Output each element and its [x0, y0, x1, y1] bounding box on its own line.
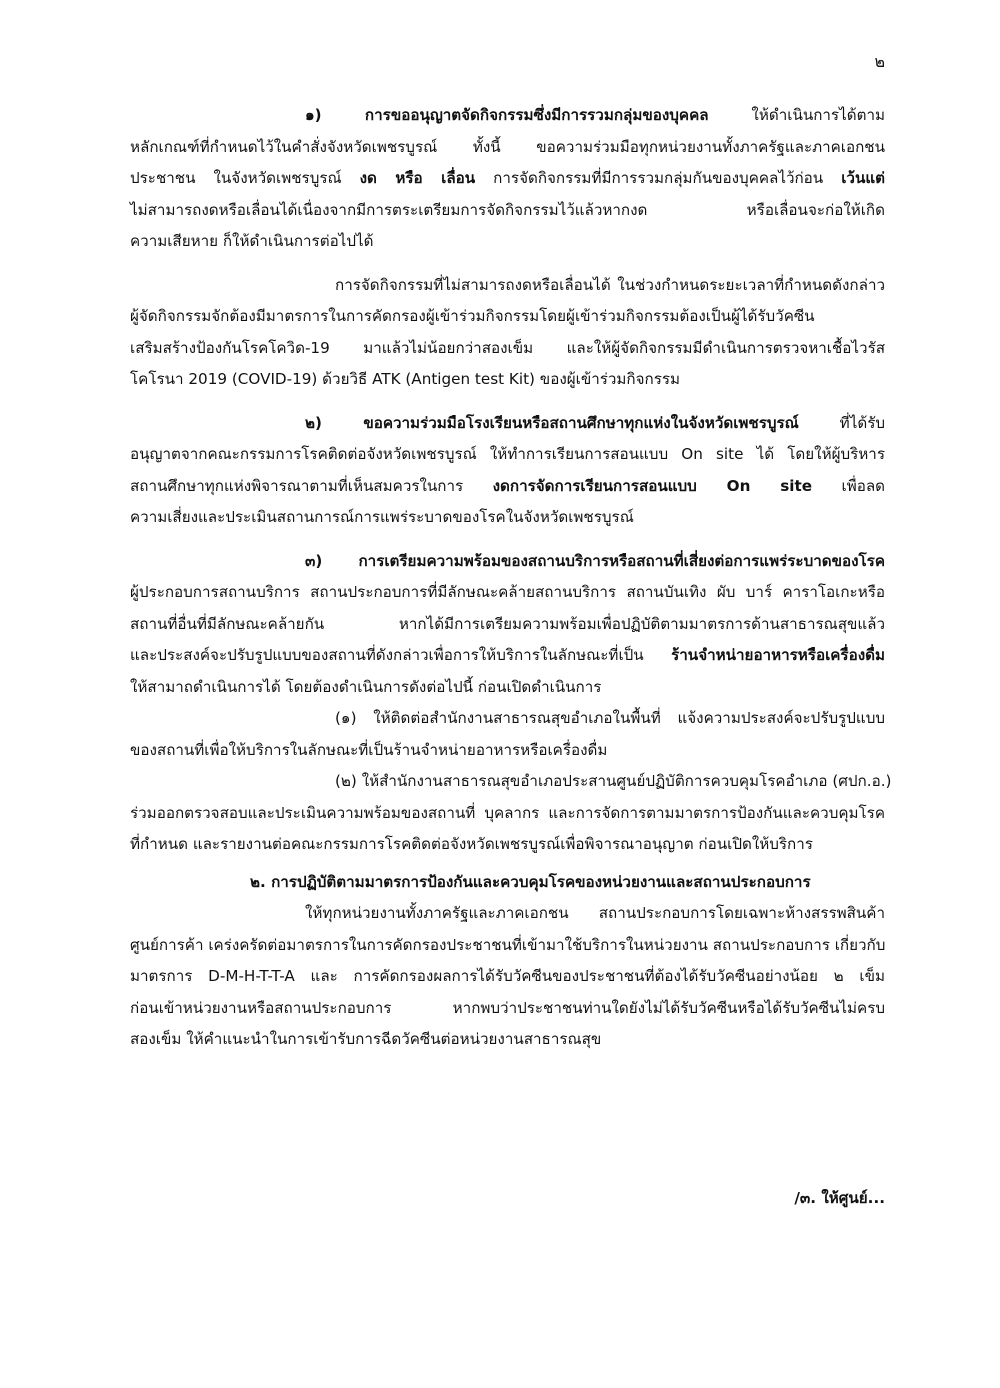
section-2-line-4: ก่อนเข้าหน่วยงานหรือสถานประกอบการ หากพบว่าประชาชนท่านใดยังไม่ได้รับวัคซีนหรือได้รับวัคซีนไม่ครบ: [130, 998, 885, 1017]
paragraph-4-line-5: ให้สามาถดำเนินการได้ โดยต้องดำเนินการดังต่อไปนี้ ก่อนเปิดดำเนินการ: [130, 677, 602, 696]
subitem-1-line-2: ของสถานที่เพื่อให้บริการในลักษณะที่เป็นร้านจำหน่ายอาหารหรือเครื่องดื่ม: [130, 740, 608, 759]
subitem-2-line-1: (๒) ให้สำนักงานสาธารณสุขอำเภอประสานศูนย์ปฏิบัติการควบคุมโรคอำเภอ (ศปก.อ.): [335, 772, 892, 790]
subitem-2-line-3: ที่กำหนด และรายงานต่อคณะกรรมการโรคติดต่อจังหวัดเพชรบูรณ์เพื่อพิจารณาอนุญาต ก่อนเปิดให้บริการ: [130, 835, 813, 853]
item-1-heading: ๑) การขออนุญาตจัดกิจกรรมซึ่งมีการรวมกลุ่มของบุคคล: [305, 106, 709, 124]
paragraph-4-line-3: สถานที่อื่นที่มีลักษณะคล้ายกัน หากได้มีการเตรียมความพร้อมเพื่อปฏิบัติตามมาตรการด้านสาธารณสุขแล้ว: [130, 614, 885, 633]
paragraph-1-line-3: ประชาชน ในจังหวัดเพชรบูรณ์ งด หรือ เลื่อน การจัดกิจกรรมที่มีการรวมกลุ่มกันของบุคคลไว้ก่อน เว้นแต่: [130, 169, 885, 187]
subitem-2-line-2: ร่วมออกตรวจสอบและประเมินความพร้อมของสถานที่ บุคลากร และการจัดการตามมาตรการป้องกันและควบคุมโรค: [130, 803, 885, 822]
document-body: [130, 100, 892, 1056]
section-2-line-1: ให้ทุกหน่วยงานทั้งภาครัฐและภาคเอกชน สถานประกอบการโดยเฉพาะห้างสรรพสินค้า: [305, 904, 885, 922]
page-number: ๒: [874, 52, 885, 71]
section-2-line-2: ศูนย์การค้า เคร่งครัดต่อมาตรการในการคัดกรองประชาชนที่เข้ามาใช้บริการในหน่วยงาน สถานประกอบการ เกี่ยวกับ: [130, 935, 886, 954]
paragraph-2-line-2: ผู้จัดกิจกรรมจักต้องมีมาตรการในการคัดกรองผู้เข้าร่วมกิจกรรมโดยผู้เข้าร่วมกิจกรรมต้องเป็นผู้ได้รับวัคซีน: [130, 307, 815, 325]
paragraph-4-line-4: และประสงค์จะปรับรูปแบบของสถานที่ดังกล่าวเพื่อการให้บริการในลักษณะที่เป็น ร้านจำหน่ายอาหารหรือเครื่องดื่ม: [130, 646, 885, 664]
paragraph-2-line-3: เสริมสร้างป้องกันโรคโควิด-19 มาแล้วไม่น้อยกว่าสองเข็ม และให้ผู้จัดกิจกรรมมีดำเนินการตรวจหาเชื้อไวรัส: [130, 338, 885, 357]
paragraph-3-line-4: ความเสี่ยงและประเมินสถานการณ์การแพร่ระบาดของโรคในจังหวัดเพชรบูรณ์: [130, 508, 634, 526]
section-2-line-3: มาตรการ D-M-H-T-T-A และ การคัดกรองผลการได้รับวัคซีนของประชาชนที่ต้องได้รับวัคซีนอย่างน้อย ๒ เข็ม: [130, 967, 885, 985]
paragraph-2-line-1: การจัดกิจกรรมที่ไม่สามารถงดหรือเลื่อนได้ ในช่วงกำหนดระยะเวลาที่กำหนดดังกล่าว: [335, 275, 885, 294]
item-3-heading: ๓) การเตรียมความพร้อมของสถานบริการหรือสถานที่เสี่ยงต่อการแพร่ระบาดของโรค: [305, 551, 885, 570]
paragraph-3-line-3: สถานศึกษาทุกแห่งพิจารณาตามที่เห็นสมควรในการ งดการจัดการเรียนการสอนแบบ On site เพื่อลด: [130, 476, 885, 495]
paragraph-4-line-1: [130, 546, 885, 578]
section-2-heading: ๒. การปฏิบัติตามมาตรการป้องกันและควบคุมโรคของหน่วยงานและสถานประกอบการ: [250, 872, 811, 891]
subitem-1-line-1: (๑) ให้ติดต่อสำนักงานสาธารณสุขอำเภอในพื้นที่ แจ้งความประสงค์จะปรับรูปแบบ: [335, 709, 885, 727]
paragraph-4-line-2: ผู้ประกอบการสถานบริการ สถานประกอบการที่มีลักษณะคล้ายสถานบริการ สถานบันเทิง ผับ บาร์ คาราโอเกะหรือ: [130, 583, 885, 601]
paragraph-3-line-1: ๒) ขอความร่วมมือโรงเรียนหรือสถานศึกษาทุกแห่งในจังหวัดเพชรบูรณ์ ที่ได้รับ: [305, 413, 885, 432]
paragraph-3-line-2: อนุญาตจากคณะกรรมการโรคติดต่อจังหวัดเพชรบูรณ์ ให้ทำการเรียนการสอนแบบ On site ได้ โดยให้ผู้บริหาร: [130, 445, 885, 463]
continuation-marker: /๓. ให้ศูนย์...: [794, 1189, 885, 1207]
item-2-heading: ๒) ขอความร่วมมือโรงเรียนหรือสถานศึกษาทุกแห่งในจังหวัดเพชรบูรณ์: [305, 413, 799, 432]
paragraph-2-line-4: โคโรนา 2019 (COVID-19) ด้วยวิธี ATK (Antigen test Kit) ของผู้เข้าร่วมกิจกรรม: [130, 370, 681, 388]
paragraph-1-line-2: หลักเกณฑ์ที่กำหนดไว้ในคำสั่งจังหวัดเพชรบูรณ์ ทั้งนี้ ขอความร่วมมือทุกหน่วยงานทั้งภาครัฐและภาคเอกชน: [130, 137, 885, 156]
section-2-line-5: สองเข็ม ให้คำแนะนำในการเข้ารับการฉีดวัคซีนต่อหน่วยงานสาธารณสุข: [130, 1030, 602, 1048]
paragraph-1-line-4: ไม่สามารถงดหรือเลื่อนได้เนื่องจากมีการตระเตรียมการจัดกิจกรรมไว้แล้วหากงด หรือเลื่อนจะก่อให้เกิด: [130, 200, 885, 219]
paragraph-1-line-5: ความเสียหาย ก็ให้ดำเนินการต่อไปได้: [130, 232, 374, 250]
paragraph-1-line-1: ๑) การขออนุญาตจัดกิจกรรมซึ่งมีการรวมกลุ่มของบุคคล ให้ดำเนินการได้ตาม: [305, 106, 885, 124]
